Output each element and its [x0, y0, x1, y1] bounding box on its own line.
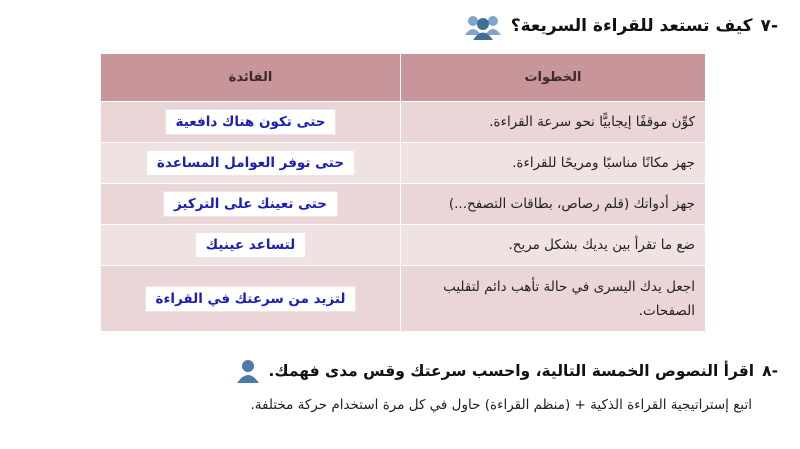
- benefit-cell: [101, 266, 401, 332]
- question-8-number: -٨: [762, 362, 778, 380]
- header-steps: الخطوات: [401, 54, 706, 102]
- benefit-cell: [101, 184, 401, 225]
- header-benefit: الفائدة: [101, 54, 401, 102]
- table-row: [101, 184, 706, 225]
- table-row: [101, 266, 706, 332]
- benefit-cell: [101, 143, 401, 184]
- question-7-number: -٧: [760, 16, 778, 36]
- question-8-title: اقرأ النصوص الخمسة التالية، واحسب سرعتك وقس مدى فهمك.: [268, 362, 755, 380]
- benefit-answer: حتى توفر العوامل المساعدة: [147, 151, 354, 175]
- benefit-answer: حتى تكون هناك دافعية: [166, 110, 336, 134]
- benefit-cell: [101, 225, 401, 266]
- table-header-row: [101, 54, 706, 102]
- question-7-title: كيف تستعد للقراءة السريعة؟: [510, 16, 753, 36]
- benefit-answer: حتى تعينك على التركيز: [164, 192, 337, 216]
- steps-table: [100, 53, 706, 332]
- step-cell: اجعل يدك اليسرى في حالة تأهب دائم لتقليب الصفحات.: [401, 266, 706, 332]
- step-cell: ضع ما تقرأ بين يديك بشكل مريح.: [401, 225, 706, 266]
- step-cell: جهز مكانًا مناسبًا ومريحًا للقراءة.: [401, 143, 706, 184]
- benefit-cell: [101, 102, 401, 143]
- benefit-answer: لتزيد من سرعتك في القراءة: [146, 287, 356, 311]
- step-cell: كوِّن موقفًا إيجابيًّا نحو سرعة القراءة.: [401, 102, 706, 143]
- person-icon: [235, 358, 261, 384]
- question-7-heading: [463, 8, 778, 44]
- instruction-text: اتبع إستراتيجية القراءة الذكية + (منظم القراءة) حاول في كل مرة استخدام حركة مختلفة.: [250, 397, 752, 413]
- benefit-answer: لتساعد عينيك: [196, 233, 305, 257]
- table-row: [101, 102, 706, 143]
- group-people-icon: [463, 11, 503, 41]
- table-row: [101, 225, 706, 266]
- table-row: [101, 143, 706, 184]
- step-cell: جهز أدواتك (قلم رصاص، بطاقات التصفح...): [401, 184, 706, 225]
- question-8-heading: [235, 358, 778, 384]
